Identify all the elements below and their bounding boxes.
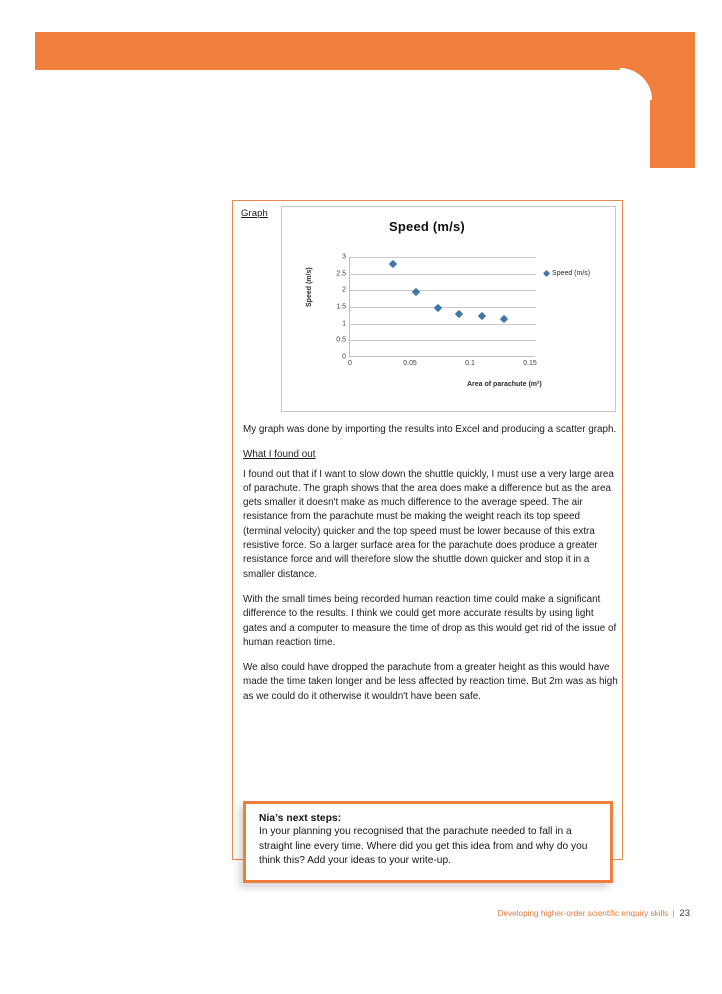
graph-section xyxy=(232,200,623,418)
chart-x-tick-label: 0.1 xyxy=(465,360,475,367)
chart-y-tick-label: 2.5 xyxy=(336,270,346,278)
chart-gridline xyxy=(350,324,536,325)
chart-data-point xyxy=(433,303,441,311)
chart-x-axis-label: Area of parachute (m²) xyxy=(467,381,542,388)
legend-label: Speed (m/s) xyxy=(552,270,591,277)
chart-data-point xyxy=(412,288,420,296)
chart-data-point xyxy=(478,312,486,320)
footer-title: Developing higher-order scientific enquiry skills xyxy=(497,909,669,918)
next-steps-body: In your planning you recognised that the parachute needed to fall in a straight line every time. Where did you get this idea from and why do you think this? Add your ideas to your write-up. xyxy=(259,826,588,867)
chart-gridline xyxy=(350,290,536,291)
chart-y-tick-label: 3 xyxy=(342,253,346,261)
chart-gridline xyxy=(350,257,536,258)
chart-container xyxy=(281,206,616,412)
chart-x-tick-label: 0.05 xyxy=(403,360,417,367)
chart-data-point xyxy=(389,259,397,267)
findings-paragraph-3: We also could have dropped the parachute from a greater height as this would have made the time taken longer and be less affected by reaction time. But 2m was as high as we could do it otherwise it wouldn't have been safe. xyxy=(243,662,618,702)
header-decoration-banner xyxy=(0,0,722,180)
intro-paragraph: My graph was done by importing the results into Excel and producing a scatter graph. xyxy=(243,424,617,435)
banner-horizontal-bar xyxy=(35,32,695,70)
findings-paragraph-2: With the small times being recorded human reaction time could make a significant difference to the results. I think we could get more accurate results by using light gates and a computer to measure the time of drop as this would get rid of the issue of human reaction time. xyxy=(243,593,617,648)
chart-x-tick-label: 0 xyxy=(348,360,352,367)
chart-x-tick-label: 0.15 xyxy=(523,360,537,367)
legend-diamond-icon xyxy=(543,270,550,277)
graph-section-label: Graph xyxy=(241,208,268,219)
page-number: 23 xyxy=(679,908,690,919)
chart-y-axis-label: Speed (m/s) xyxy=(306,267,313,307)
next-steps-callout xyxy=(243,801,613,883)
report-body xyxy=(243,423,619,715)
chart-legend xyxy=(544,270,590,277)
chart-data-point xyxy=(499,314,507,322)
chart-y-tick-label: 0.5 xyxy=(336,336,346,344)
chart-title: Speed (m/s) xyxy=(389,219,465,234)
banner-vertical-bar xyxy=(650,68,695,168)
footer-separator: | xyxy=(672,909,675,918)
chart-y-tick-label: 1.5 xyxy=(336,303,346,311)
chart-gridline xyxy=(350,307,536,308)
chart-gridline xyxy=(350,340,536,341)
chart-gridline xyxy=(350,274,536,275)
section-heading-what-i-found-out: What I found out xyxy=(243,449,316,461)
findings-paragraph-1: I found out that if I want to slow down the shuttle quickly, I must use a very large area of parachute. The graph shows that the area does make a difference but as the area gets smaller it doesn't make as much difference to the average speed. The air resistance from the parachute must be making the weight reach its top speed (terminal velocity) quicker and the top speed must be lower because of this extra resistive force. So a larger surface area for the parachute does produce a greater resistance force and will therefore slow the shuttle down quicker and stop it in a smaller distance. xyxy=(243,468,614,580)
chart-y-tick-label: 2 xyxy=(342,286,346,294)
chart-plot-area xyxy=(336,253,537,367)
chart-data-point xyxy=(455,309,463,317)
chart-y-tick-label: 1 xyxy=(342,320,346,328)
next-steps-title: Nia’s next steps: xyxy=(259,813,342,824)
page-footer xyxy=(0,908,690,919)
chart-y-tick-label: 0 xyxy=(342,353,346,361)
